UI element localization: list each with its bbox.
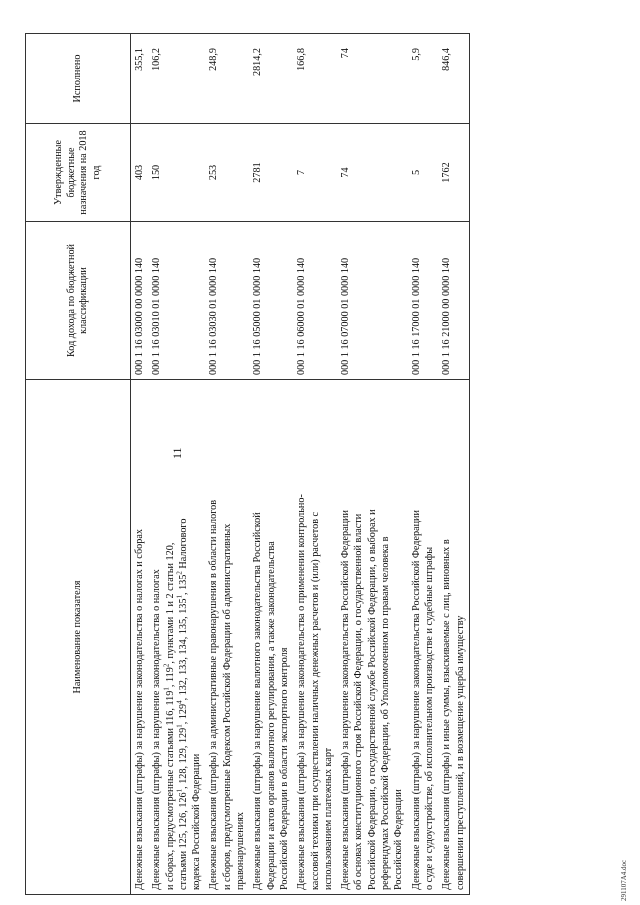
article-superscript: 2 (162, 663, 171, 668)
row-plan: 150 (148, 124, 205, 222)
row-name-line: , 132, 133, 134, 135, 135 (177, 598, 189, 701)
article-superscript: 4 (175, 700, 184, 704)
row-name-line: Денежные взыскания (штрафы) за нарушение законодательства о применении контрольно- (296, 494, 308, 890)
row-code: 000 1 16 03000 00 0000 140 (131, 222, 149, 380)
table-row (249, 34, 293, 895)
header-code: Код дохода по бюджетной классификации (26, 222, 131, 380)
row-name-line: о суде и судоустройстве, об исполнительном производстве и судебные штрафы (423, 546, 435, 890)
table-header-row (26, 34, 131, 895)
row-name-line: Денежные взыскания (штрафы) за нарушение законодательства о налогах (151, 569, 163, 890)
row-done: 166,8 (293, 34, 337, 124)
article-superscript: 2 (175, 571, 184, 575)
article-superscript: 1 (162, 687, 171, 691)
header-done: Исполнено (26, 34, 131, 124)
table-row (438, 34, 469, 895)
table-row (293, 34, 337, 895)
row-name-line: , пунктами 1 и 2 статьи 120, (164, 542, 176, 664)
row-code: 000 1 16 05000 01 0000 140 (249, 222, 293, 380)
article-superscript: 1 (175, 788, 184, 793)
row-name (337, 380, 407, 895)
row-name-line: Российской Федерации (393, 789, 405, 890)
row-name-line: Российской Федерации в области экспортного контроля (278, 647, 290, 890)
row-name (408, 380, 439, 895)
row-name-line: и сборах, предусмотренные статьями 116, 119 (164, 690, 176, 890)
row-name-line: об основах конституционного строя Российской Федерации, о государственной власти (353, 513, 365, 890)
row-name-line: правонарушениях (235, 812, 247, 890)
row-plan: 74 (337, 124, 407, 222)
row-name-line: Денежные взыскания (штрафы) за нарушение законодательства о налогах и сборах (134, 529, 145, 890)
row-plan: 403 (131, 124, 149, 222)
row-name (249, 380, 293, 895)
document-id: 291107A4.doc (620, 859, 628, 901)
table-row (131, 34, 149, 895)
row-code: 000 1 16 06000 01 0000 140 (293, 222, 337, 380)
row-code: 000 1 16 03010 01 0000 140 (148, 222, 205, 380)
row-name (438, 380, 469, 895)
row-name-line: , 119 (164, 667, 176, 688)
row-name-line: , 129 (177, 703, 189, 725)
header-name: Наименование показателя (26, 380, 131, 895)
row-plan: 7 (293, 124, 337, 222)
row-code: 000 1 16 17000 01 0000 140 (408, 222, 439, 380)
header-plan: Утвержденные бюджетные назначения на 2018 год (26, 124, 131, 222)
row-name-line: использованием платежных карт (322, 747, 334, 890)
row-plan: 5 (408, 124, 439, 222)
row-name (148, 380, 205, 895)
table-row (205, 34, 249, 895)
row-name (205, 380, 249, 895)
article-superscript: 1 (175, 724, 184, 728)
article-superscript: 1 (175, 595, 184, 599)
row-name-line: референдумах Российской Федерации, об Уполномоченном по правам человека в (380, 536, 392, 890)
row-name (293, 380, 337, 895)
row-done: 5,9 (408, 34, 439, 124)
row-name-line: Российской Федерации, о государственной службе Российской Федерации, о выборах и (366, 509, 378, 890)
row-name-line: , 135 (177, 574, 189, 595)
row-name-line: Федерации и актов органов валютного регулирования, а также законодательства (265, 541, 277, 890)
row-name-line: совершении преступлений, и в возмещение ущерба имуществу (454, 615, 466, 890)
table-row (337, 34, 407, 895)
table-row (408, 34, 439, 895)
row-plan: 2781 (249, 124, 293, 222)
row-code: 000 1 16 21000 00 0000 140 (438, 222, 469, 380)
row-name-line: Денежные взыскания (штрафы) и иные суммы, взыскиваемые с лиц, виновных в (441, 539, 453, 890)
row-name-line: , 128, 129, 129 (177, 727, 189, 789)
row-name-line: кодекса Российской Федерации (191, 753, 203, 890)
row-name-line: статьями 125, 126, 126 (177, 792, 189, 890)
row-name-line: Денежные взыскания (штрафы) за нарушение законодательства Российской Федерации (340, 510, 352, 890)
page-number: 11 (170, 447, 184, 459)
row-name-line: Денежные взыскания (штрафы) за административные правонарушения в области налогов (208, 499, 220, 890)
row-name-line: Налогового (177, 518, 189, 572)
row-name-line: и сборов, предусмотренные Кодексом Российской Федерации об административных (221, 523, 233, 890)
row-done: 846,4 (438, 34, 469, 124)
row-done: 248,9 (205, 34, 249, 124)
row-name-line: Денежные взыскания (штрафы) за нарушение валютного законодательства Российской (252, 512, 264, 890)
row-done: 355,1 (131, 34, 149, 124)
row-code: 000 1 16 07000 01 0000 140 (337, 222, 407, 380)
row-done: 106,2 (148, 34, 205, 124)
table-row (148, 34, 205, 895)
row-code: 000 1 16 03030 01 0000 140 (205, 222, 249, 380)
row-plan: 1762 (438, 124, 469, 222)
row-name-line: кассовой техники при осуществлении наличных денежных расчетов и (или) расчетов с (309, 511, 321, 890)
row-name-line: Денежные взыскания (штрафы) за нарушение законодательства Российской Федерации (410, 510, 422, 890)
budget-income-table (25, 33, 470, 895)
row-plan: 253 (205, 124, 249, 222)
row-done: 2814,2 (249, 34, 293, 124)
row-name (131, 380, 149, 895)
row-done: 74 (337, 34, 407, 124)
